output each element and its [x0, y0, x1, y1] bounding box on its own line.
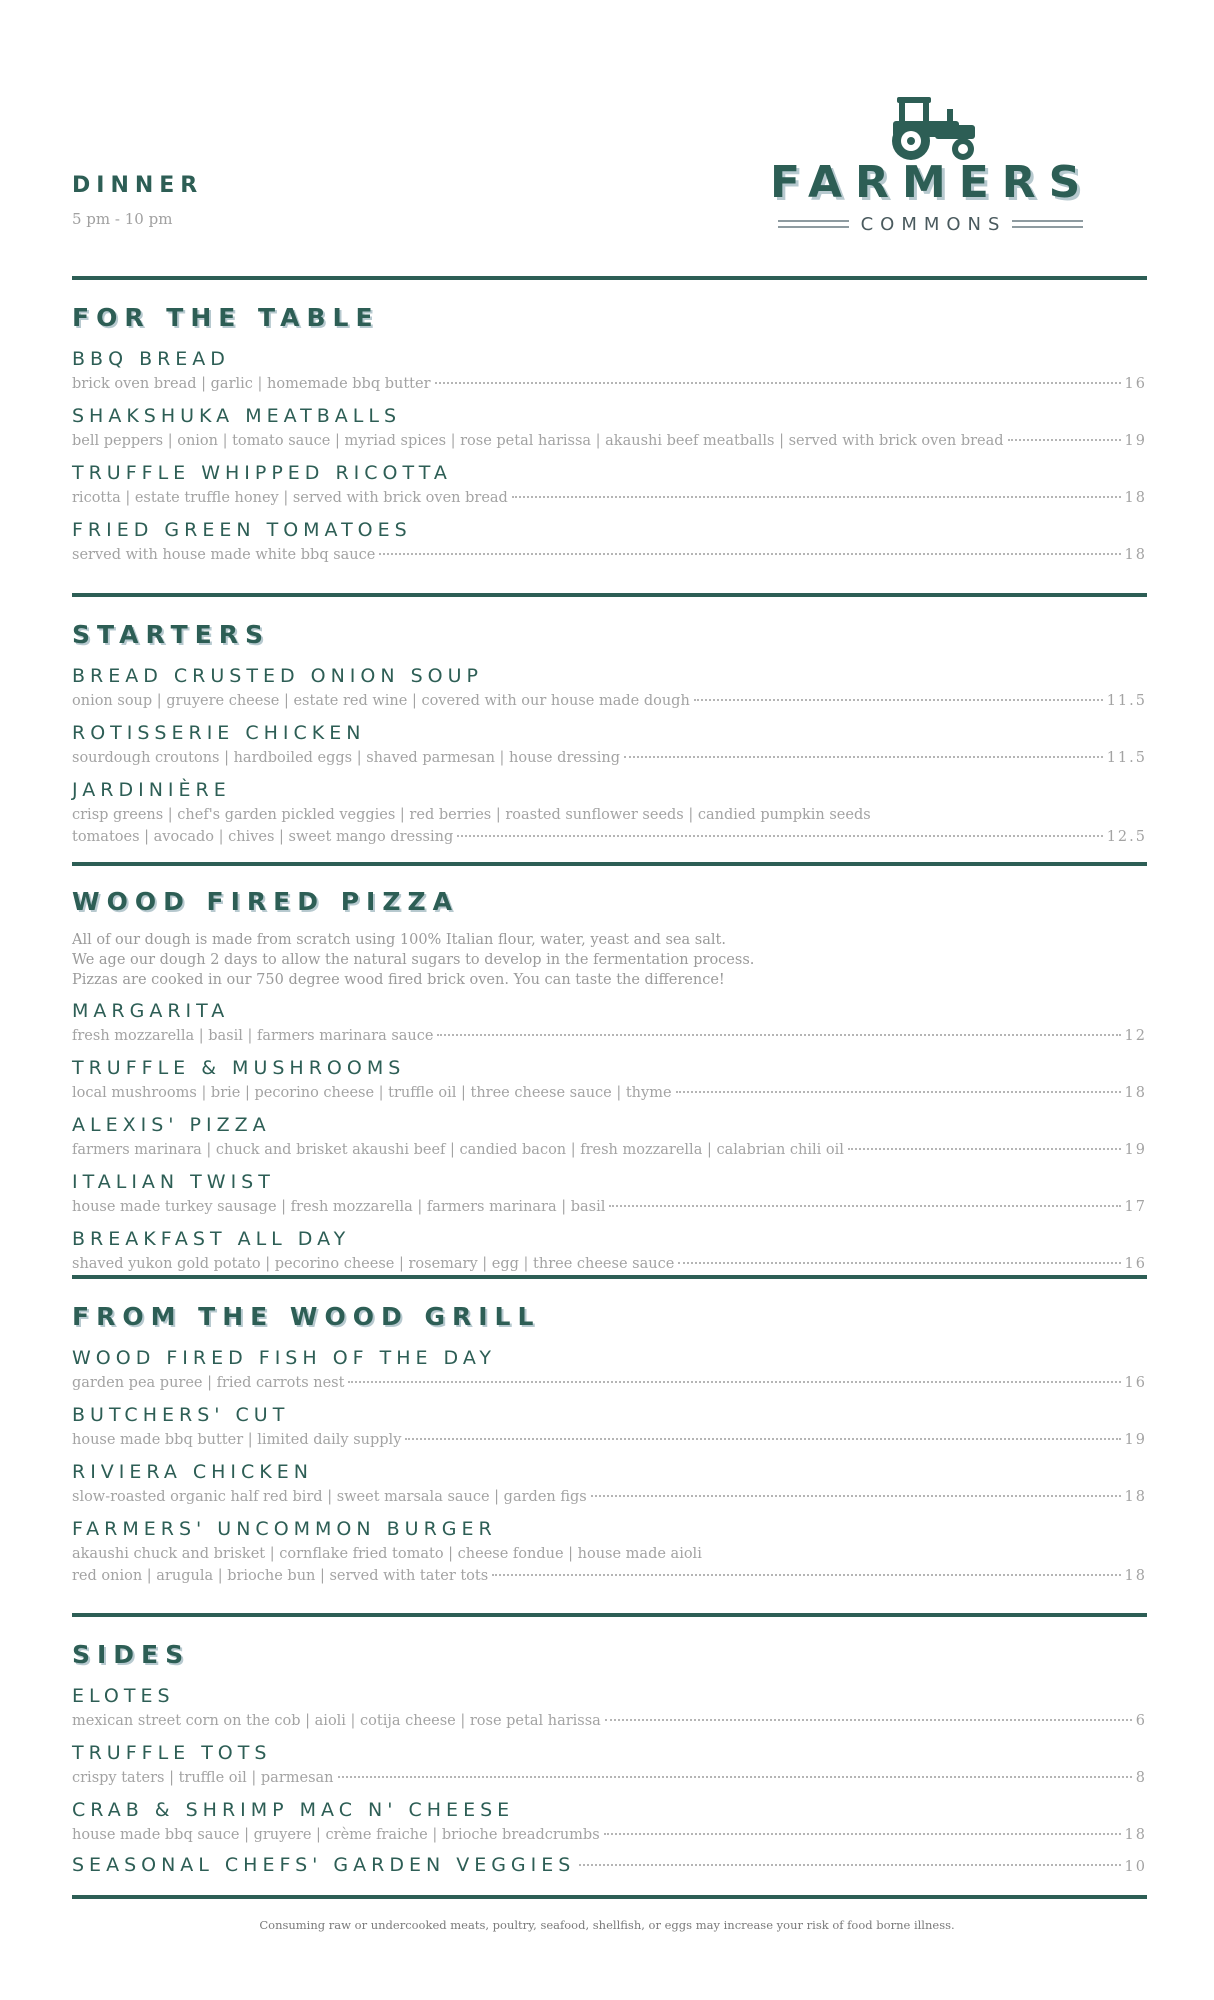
item-name: CRAB & SHRIMP MAC N' CHEESE: [72, 1799, 515, 1821]
item-name: RIVIERA CHICKEN: [72, 1461, 313, 1483]
menu-item: [72, 517, 1147, 566]
description-text: red onion | arugula | brioche bun | served with tater tots: [72, 1568, 489, 1584]
menu-item: [72, 1516, 1147, 1587]
logo-divider-left: [778, 220, 849, 228]
menu-item: [72, 1055, 1147, 1104]
dot-leader: [492, 1574, 1120, 1576]
intro-line: We age our dough 2 days to allow the natural sugars to develop in the fermentation process.: [72, 952, 755, 968]
logo-brand: FARMERS: [770, 157, 1094, 208]
dot-leader: [1008, 439, 1121, 441]
item-price: 18: [1124, 1489, 1147, 1505]
menu-item: [72, 1740, 1147, 1789]
item-description: [72, 1767, 1147, 1789]
dot-leader: [604, 1833, 1121, 1835]
menu-item: [72, 1797, 1147, 1846]
item-description: crisp greens | chef's garden pickled veggies | red berries | roasted sunflower seeds | candied pumpkin seeds: [72, 807, 871, 823]
item-name: WOOD FIRED FISH OF THE DAY: [72, 1347, 496, 1369]
item-price: 18: [1124, 547, 1147, 563]
item-name-row: [72, 1854, 1147, 1876]
menu-item: [72, 460, 1147, 509]
item-description: [72, 487, 1147, 509]
menu-section: [72, 1635, 1147, 1876]
dot-leader: [348, 1381, 1120, 1383]
intro-line: Pizzas are cooked in our 750 degree wood fired brick oven. You can taste the difference!: [72, 972, 725, 988]
dot-leader: [591, 1495, 1121, 1497]
item-price: 18: [1124, 490, 1147, 506]
menu-item: [72, 1169, 1147, 1218]
item-name: ROTISSERIE CHICKEN: [72, 722, 366, 744]
tractor-icon: [875, 95, 985, 161]
menu-section: [72, 615, 1147, 848]
dot-leader: [609, 1205, 1120, 1207]
item-name: TRUFFLE & MUSHROOMS: [72, 1057, 406, 1079]
menu-item: [72, 998, 1147, 1047]
item-description: [72, 1082, 1147, 1104]
item-price: 16: [1124, 1375, 1147, 1391]
item-description: [72, 826, 1147, 848]
section-divider: [72, 1275, 1147, 1279]
section-divider: [72, 1895, 1147, 1899]
item-description: [72, 544, 1147, 566]
item-price: 17: [1124, 1199, 1147, 1215]
menu-item: [72, 1226, 1147, 1275]
section-divider: [72, 1613, 1147, 1617]
item-name: JARDINIÈRE: [72, 779, 231, 801]
dot-leader: [437, 1034, 1120, 1036]
item-name: ITALIAN TWIST: [72, 1171, 275, 1193]
item-description: [72, 1196, 1147, 1218]
item-price: 16: [1124, 376, 1147, 392]
dot-leader: [435, 382, 1121, 384]
description-text: served with house made white bbq sauce: [72, 547, 376, 563]
item-price: 18: [1124, 1085, 1147, 1101]
section-title: SIDES: [72, 1640, 191, 1669]
dot-leader: [605, 1719, 1132, 1721]
description-text: bell peppers | onion | tomato sauce | myriad spices | rose petal harissa | akaushi beef meatballs | served with brick oven bread: [72, 433, 1004, 449]
item-description: [72, 1253, 1147, 1275]
item-description: [72, 1372, 1147, 1394]
dot-leader: [405, 1438, 1120, 1440]
menu-item: [72, 777, 1147, 848]
item-price: 18: [1124, 1568, 1147, 1584]
description-text: local mushrooms | brie | pecorino cheese | truffle oil | three cheese sauce | thyme: [72, 1085, 672, 1101]
description-text: fresh mozzarella | basil | farmers marinara sauce: [72, 1028, 434, 1044]
farmers-commons-logo: [770, 95, 1094, 235]
item-name: BUTCHERS' CUT: [72, 1404, 290, 1426]
item-price: 11.5: [1106, 750, 1147, 766]
menu-section: [72, 882, 1147, 1275]
item-price: 12: [1124, 1028, 1147, 1044]
item-price: 8: [1135, 1770, 1147, 1786]
dot-leader: [676, 1091, 1121, 1093]
section-divider: [72, 276, 1147, 280]
dot-leader: [338, 1776, 1132, 1778]
item-price: 12.5: [1106, 829, 1147, 845]
description-text: onion soup | gruyere cheese | estate red wine | covered with our house made dough: [72, 693, 690, 709]
menu-item: [72, 663, 1147, 712]
item-description: [72, 1486, 1147, 1508]
item-name: ALEXIS' PIZZA: [72, 1114, 271, 1136]
menu-item: [72, 1683, 1147, 1732]
logo-sub-row: [778, 211, 1083, 237]
dot-leader: [579, 1864, 1120, 1866]
item-price: 10: [1124, 1859, 1147, 1875]
item-description: [72, 1710, 1147, 1732]
dot-leader: [512, 496, 1121, 498]
item-description: [72, 1565, 1147, 1587]
section-divider: [72, 593, 1147, 597]
item-name: SHAKSHUKA MEATBALLS: [72, 405, 402, 427]
item-description: [72, 373, 1147, 395]
menu-item: [72, 1402, 1147, 1451]
menu-title: DINNER: [72, 173, 204, 198]
description-text: sourdough croutons | hardboiled eggs | shaved parmesan | house dressing: [72, 750, 621, 766]
dot-leader: [379, 553, 1120, 555]
item-name: BREAD CRUSTED ONION SOUP: [72, 665, 483, 687]
description-text: mexican street corn on the cob | aioli | cotija cheese | rose petal harissa: [72, 1713, 601, 1729]
description-text: tomatoes | avocado | chives | sweet mango dressing: [72, 829, 454, 845]
item-price: 11.5: [1106, 693, 1147, 709]
logo-sub: COMMONS: [860, 213, 1007, 235]
menu-header: [0, 0, 1214, 270]
dot-leader: [624, 756, 1103, 758]
description-text: shaved yukon gold potato | pecorino cheese | rosemary | egg | three cheese sauce: [72, 1256, 675, 1272]
item-name: TRUFFLE WHIPPED RICOTTA: [72, 462, 452, 484]
menu-item: [72, 720, 1147, 769]
menu-item: [72, 403, 1147, 452]
section-title: FOR THE TABLE: [72, 303, 380, 332]
section-title: WOOD FIRED PIZZA: [72, 887, 459, 916]
intro-line: All of our dough is made from scratch using 100% Italian flour, water, yeast and sea salt.: [72, 932, 726, 948]
menu-section: [72, 1297, 1147, 1587]
item-description: [72, 1025, 1147, 1047]
dot-leader: [457, 835, 1102, 837]
section-title: STARTERS: [72, 620, 270, 649]
item-name: SEASONAL CHEFS' GARDEN VEGGIES: [72, 1854, 576, 1876]
menu-item: [72, 1459, 1147, 1508]
menu-hours: 5 pm - 10 pm: [72, 210, 173, 228]
dot-leader: [848, 1148, 1121, 1150]
menu-section: [72, 298, 1147, 566]
item-name: ELOTES: [72, 1685, 175, 1707]
menu-item: [72, 1112, 1147, 1161]
item-price: 18: [1124, 1827, 1147, 1843]
item-description: [72, 1824, 1147, 1846]
item-name: MARGARITA: [72, 1000, 230, 1022]
item-name: TRUFFLE TOTS: [72, 1742, 272, 1764]
section-title: FROM THE WOOD GRILL: [72, 1302, 541, 1331]
description-text: ricotta | estate truffle honey | served with brick oven bread: [72, 490, 508, 506]
dot-leader: [694, 699, 1103, 701]
menu-item: [72, 1854, 1147, 1876]
item-description: [72, 1139, 1147, 1161]
item-price: 19: [1124, 1432, 1147, 1448]
menu-item: [72, 1345, 1147, 1394]
item-description: [72, 690, 1147, 712]
item-description: akaushi chuck and brisket | cornflake fried tomato | cheese fondue | house made aioli: [72, 1546, 702, 1562]
item-name: BREAKFAST ALL DAY: [72, 1228, 351, 1250]
item-description: [72, 430, 1147, 452]
description-text: crispy taters | truffle oil | parmesan: [72, 1770, 334, 1786]
item-name: FRIED GREEN TOMATOES: [72, 519, 412, 541]
section-intro: [72, 930, 1147, 990]
description-text: brick oven bread | garlic | homemade bbq butter: [72, 376, 431, 392]
description-text: house made turkey sausage | fresh mozzarella | farmers marinara | basil: [72, 1199, 606, 1215]
food-safety-disclaimer: Consuming raw or undercooked meats, poultry, seafood, shellfish, or eggs may increase your risk of food borne illness.: [259, 1918, 955, 1932]
dot-leader: [678, 1262, 1120, 1264]
description-text: farmers marinara | chuck and brisket akaushi beef | candied bacon | fresh mozzarella | calabrian chili oil: [72, 1142, 844, 1158]
description-text: house made bbq butter | limited daily supply: [72, 1432, 402, 1448]
item-price: 19: [1124, 1142, 1147, 1158]
description-text: house made bbq sauce | gruyere | crème fraiche | brioche breadcrumbs: [72, 1827, 600, 1843]
item-name: BBQ BREAD: [72, 348, 230, 370]
menu-item: [72, 346, 1147, 395]
logo-divider-right: [1012, 220, 1083, 228]
item-price: 19: [1124, 433, 1147, 449]
item-name: FARMERS' UNCOMMON BURGER: [72, 1518, 497, 1540]
description-text: garden pea puree | fried carrots nest: [72, 1375, 345, 1391]
section-divider: [72, 862, 1147, 866]
item-price: 6: [1135, 1713, 1147, 1729]
item-price: 16: [1124, 1256, 1147, 1272]
item-description: [72, 747, 1147, 769]
description-text: slow-roasted organic half red bird | sweet marsala sauce | garden figs: [72, 1489, 587, 1505]
item-description: [72, 1429, 1147, 1451]
